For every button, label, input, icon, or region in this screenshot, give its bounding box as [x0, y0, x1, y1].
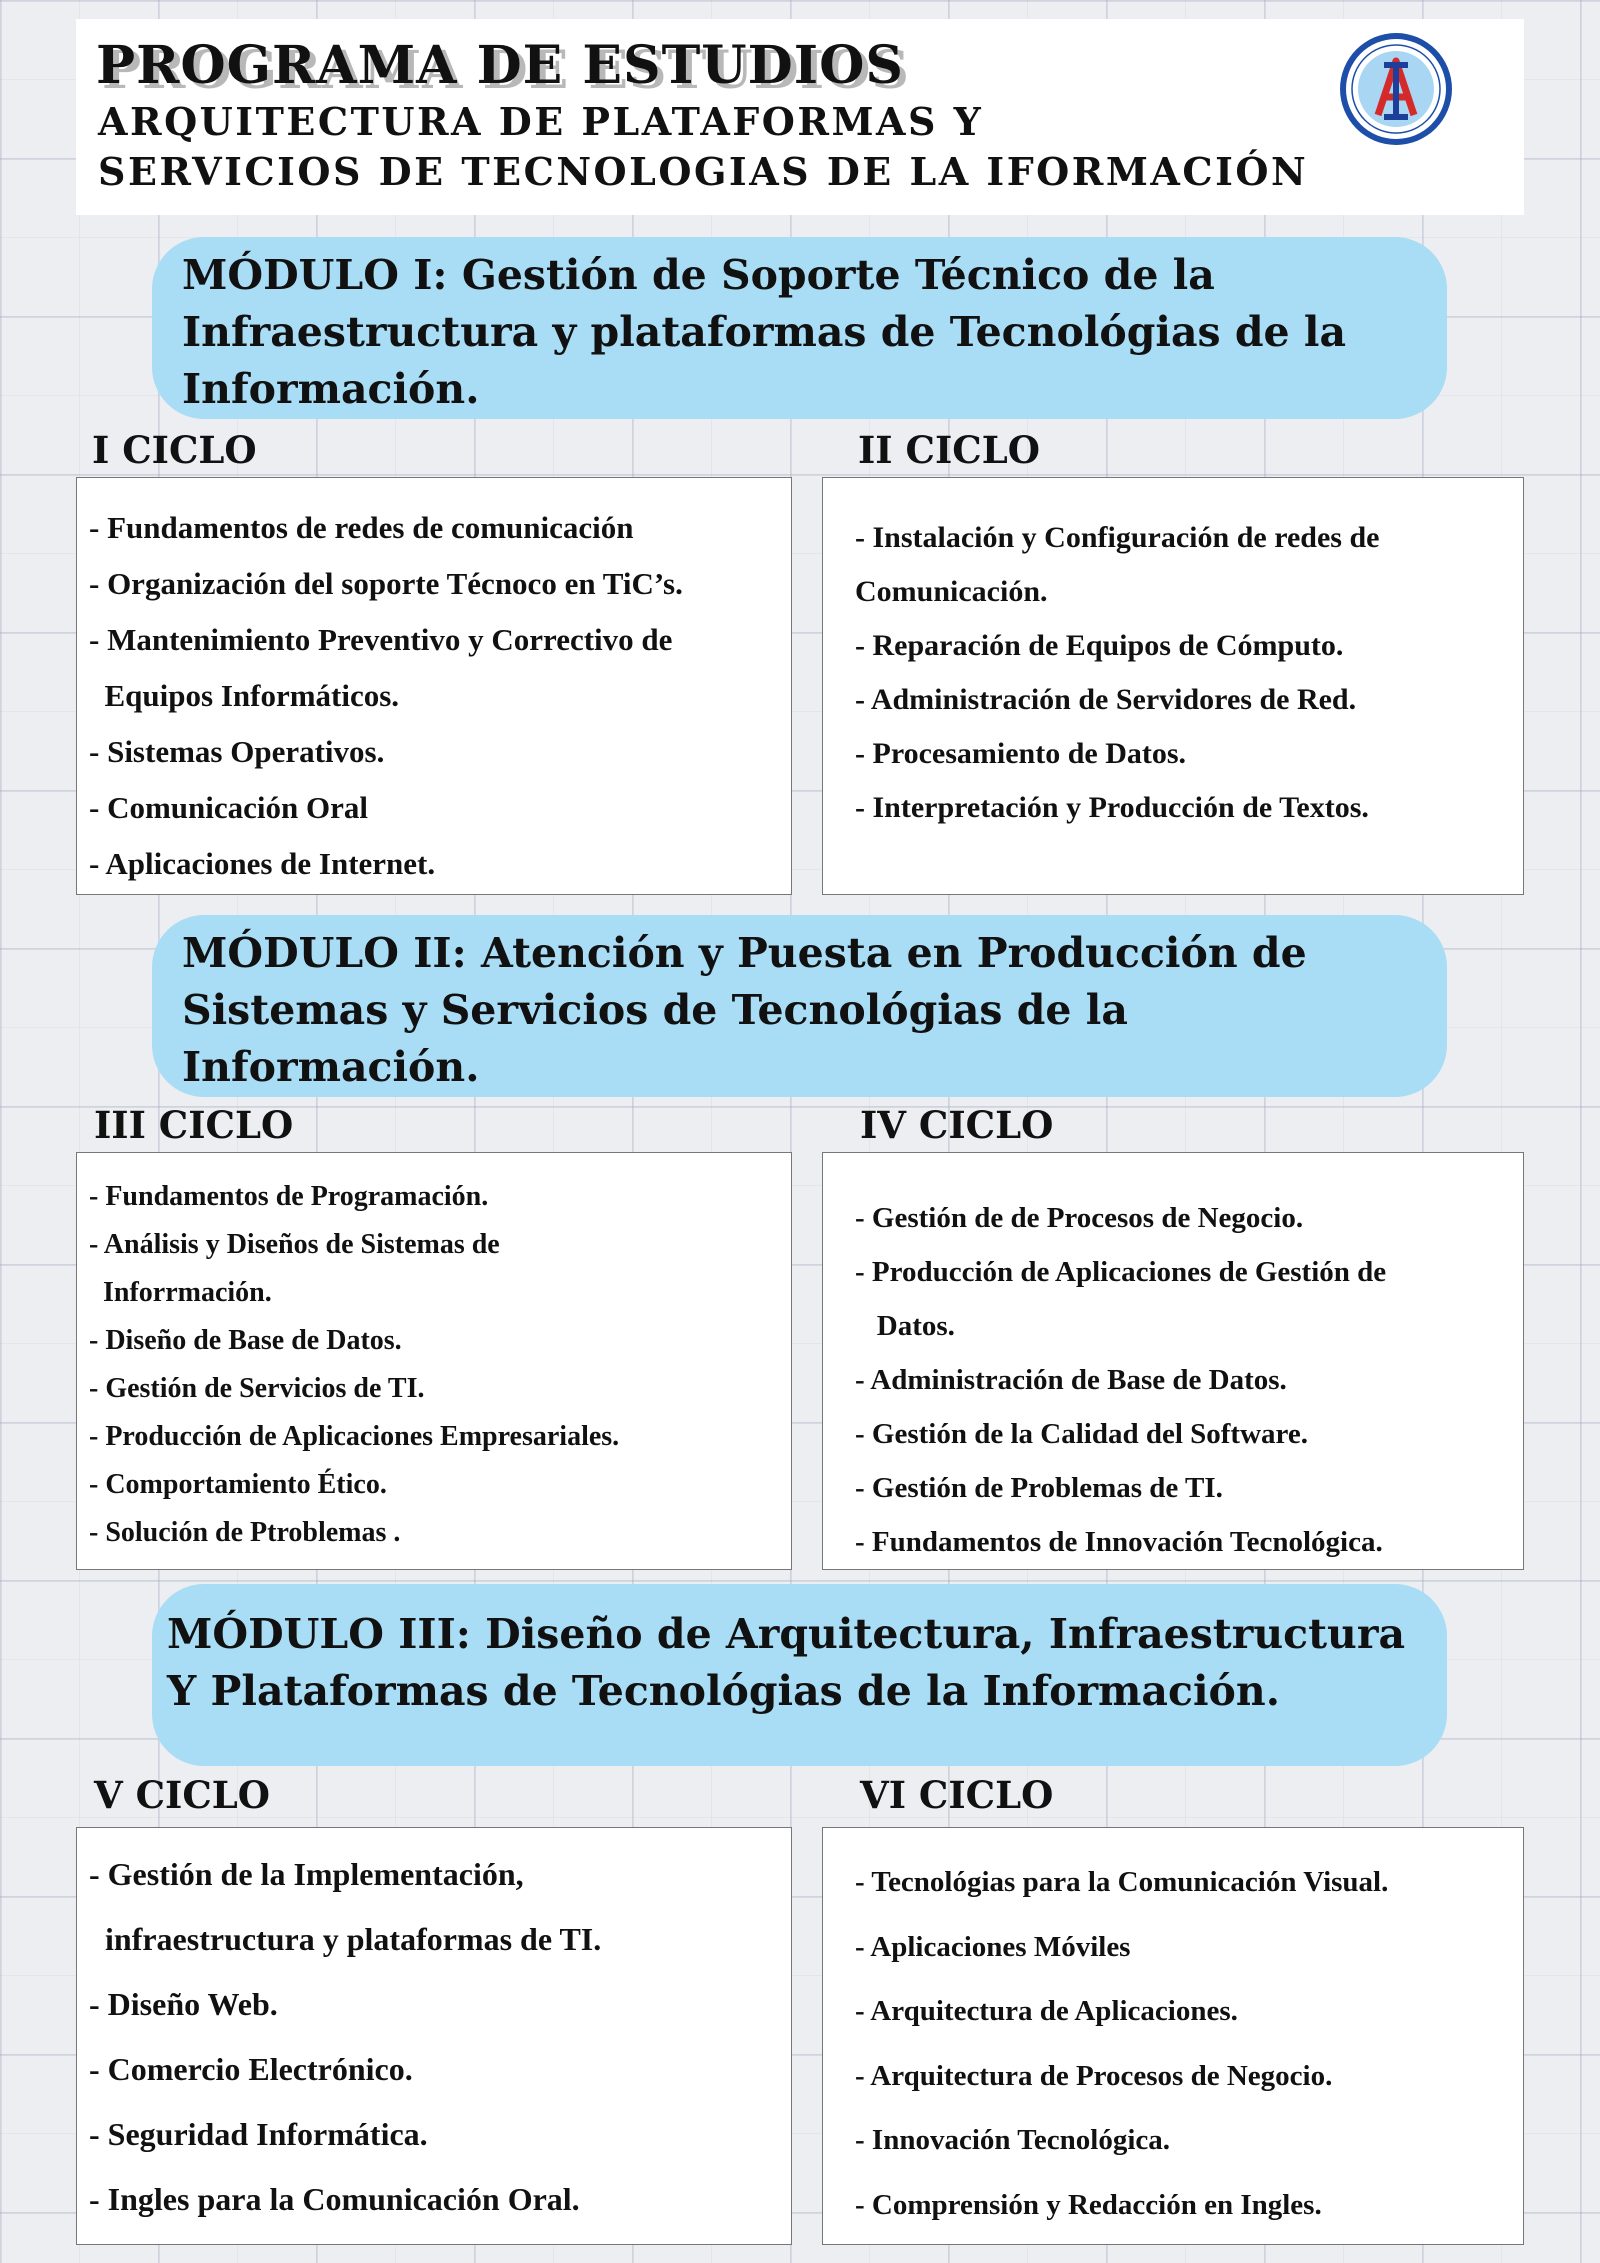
course-item: - Organización del soporte Técnoco en TiC’s.: [89, 566, 683, 601]
course-item: - Administración de Servidores de Red.: [855, 683, 1357, 716]
module-2-banner: [152, 915, 1447, 1097]
cycle-1-course-box: [76, 477, 792, 895]
cycle-5-course-box: [76, 1827, 792, 2245]
course-item: - Fundamentos de Innovación Tecnológica.: [855, 1526, 1383, 1558]
course-item: Datos.: [855, 1310, 955, 1342]
course-item: - Diseño Web.: [89, 1986, 278, 2022]
course-item: - Arquitectura de Aplicaciones.: [855, 1995, 1238, 2027]
course-item: - Diseño de Base de Datos.: [89, 1325, 402, 1356]
module-3-title-line-1: MÓDULO III: Diseño de Arquitectura, Infraestructura: [167, 1610, 1406, 1658]
program-name-line-1: ARQUITECTURA DE PLATAFORMAS Y: [98, 99, 984, 144]
course-item: - Aplicaciones Móviles: [855, 1930, 1131, 1963]
cycle-6-course-box: [822, 1827, 1524, 2245]
course-item: - Reparación de Equipos de Cómputo.: [855, 629, 1344, 662]
cycle-2-label: II CICLO: [858, 428, 1040, 472]
module-2-title-line-3: Información.: [182, 1043, 480, 1091]
course-item: Comunicación.: [855, 575, 1048, 608]
module-1-title-line-3: Información.: [182, 365, 480, 413]
course-item: - Interpretación y Producción de Textos.: [855, 791, 1369, 824]
course-item: - Aplicaciones de Internet.: [89, 846, 436, 881]
course-item: Equipos Informáticos.: [89, 678, 400, 713]
cycle-3-label: III CICLO: [94, 1103, 294, 1147]
course-item: - Fundamentos de Programación.: [89, 1181, 489, 1212]
module-1-title-line-1: MÓDULO I: Gestión de Soporte Técnico de la: [182, 251, 1215, 299]
course-item: - Producción de Aplicaciones Empresariales.: [89, 1421, 620, 1452]
cycle-4-label: IV CICLO: [860, 1103, 1054, 1147]
course-item: - Comercio Electrónico.: [89, 2051, 413, 2087]
course-item: - Solución de Ptroblemas .: [89, 1517, 401, 1548]
course-item: Inforrmación.: [89, 1277, 272, 1308]
course-item: - Comportamiento Ético.: [89, 1469, 387, 1500]
course-item: - Procesamiento de Datos.: [855, 737, 1187, 770]
course-item: - Gestión de Problemas de TI.: [855, 1472, 1223, 1504]
page-title: PROGRAMA DE ESTUDIOS: [96, 35, 904, 96]
cycle-6-label: VI CICLO: [860, 1773, 1054, 1817]
cycle-5-label: V CICLO: [94, 1773, 271, 1817]
course-item: - Ingles para la Comunicación Oral.: [89, 2181, 580, 2217]
module-3-title-line-2: Y Plataformas de Tecnológias de la Información.: [167, 1667, 1280, 1715]
course-item: - Innovación Tecnológica.: [855, 2124, 1171, 2156]
course-item: - Gestión de la Calidad del Software.: [855, 1418, 1308, 1450]
module-2-title-line-1: MÓDULO II: Atención y Puesta en Producción de: [182, 929, 1307, 977]
module-1-title-line-2: Infraestructura y plataformas de Tecnológias de la: [182, 308, 1347, 356]
module-2-title-line-2: Sistemas y Servicios de Tecnológias de la: [182, 986, 1128, 1034]
institute-logo-icon: [1338, 31, 1454, 147]
course-item: - Comunicación Oral: [89, 790, 368, 825]
course-item: - Seguridad Informática.: [89, 2116, 428, 2152]
course-item: - Análisis y Diseños de Sistemas de: [89, 1229, 500, 1260]
course-item: - Gestión de la Implementación,: [89, 1856, 524, 1892]
course-item: infraestructura y plataformas de TI.: [89, 1921, 602, 1957]
module-3-banner: [152, 1584, 1447, 1766]
course-item: - Mantenimiento Preventivo y Correctivo de: [89, 622, 673, 657]
course-item: - Administración de Base de Datos.: [855, 1364, 1287, 1396]
course-item: - Tecnológias para la Comunicación Visual.: [855, 1866, 1389, 1898]
course-item: - Sistemas Operativos.: [89, 734, 385, 769]
course-item: - Instalación y Configuración de redes de: [855, 521, 1380, 554]
cycle-1-label: I CICLO: [92, 428, 257, 472]
course-item: - Comprensión y Redacción en Ingles.: [855, 2188, 1322, 2221]
course-item: - Fundamentos de redes de comunicación: [89, 510, 634, 545]
course-item: - Arquitectura de Procesos de Negocio.: [855, 2059, 1333, 2092]
cycle-4-course-box: [822, 1152, 1524, 1570]
course-item: - Gestión de Servicios de TI.: [89, 1373, 425, 1404]
cycle-2-course-box: [822, 477, 1524, 895]
program-name-line-2: SERVICIOS DE TECNOLOGIAS DE LA IFORMACIÓN: [98, 149, 1309, 194]
header-panel: [76, 19, 1524, 215]
cycle-3-course-box: [76, 1152, 792, 1570]
course-item: - Producción de Aplicaciones de Gestión de: [855, 1256, 1387, 1288]
course-item: - Gestión de de Procesos de Negocio.: [855, 1202, 1304, 1234]
module-1-banner: [152, 237, 1447, 419]
